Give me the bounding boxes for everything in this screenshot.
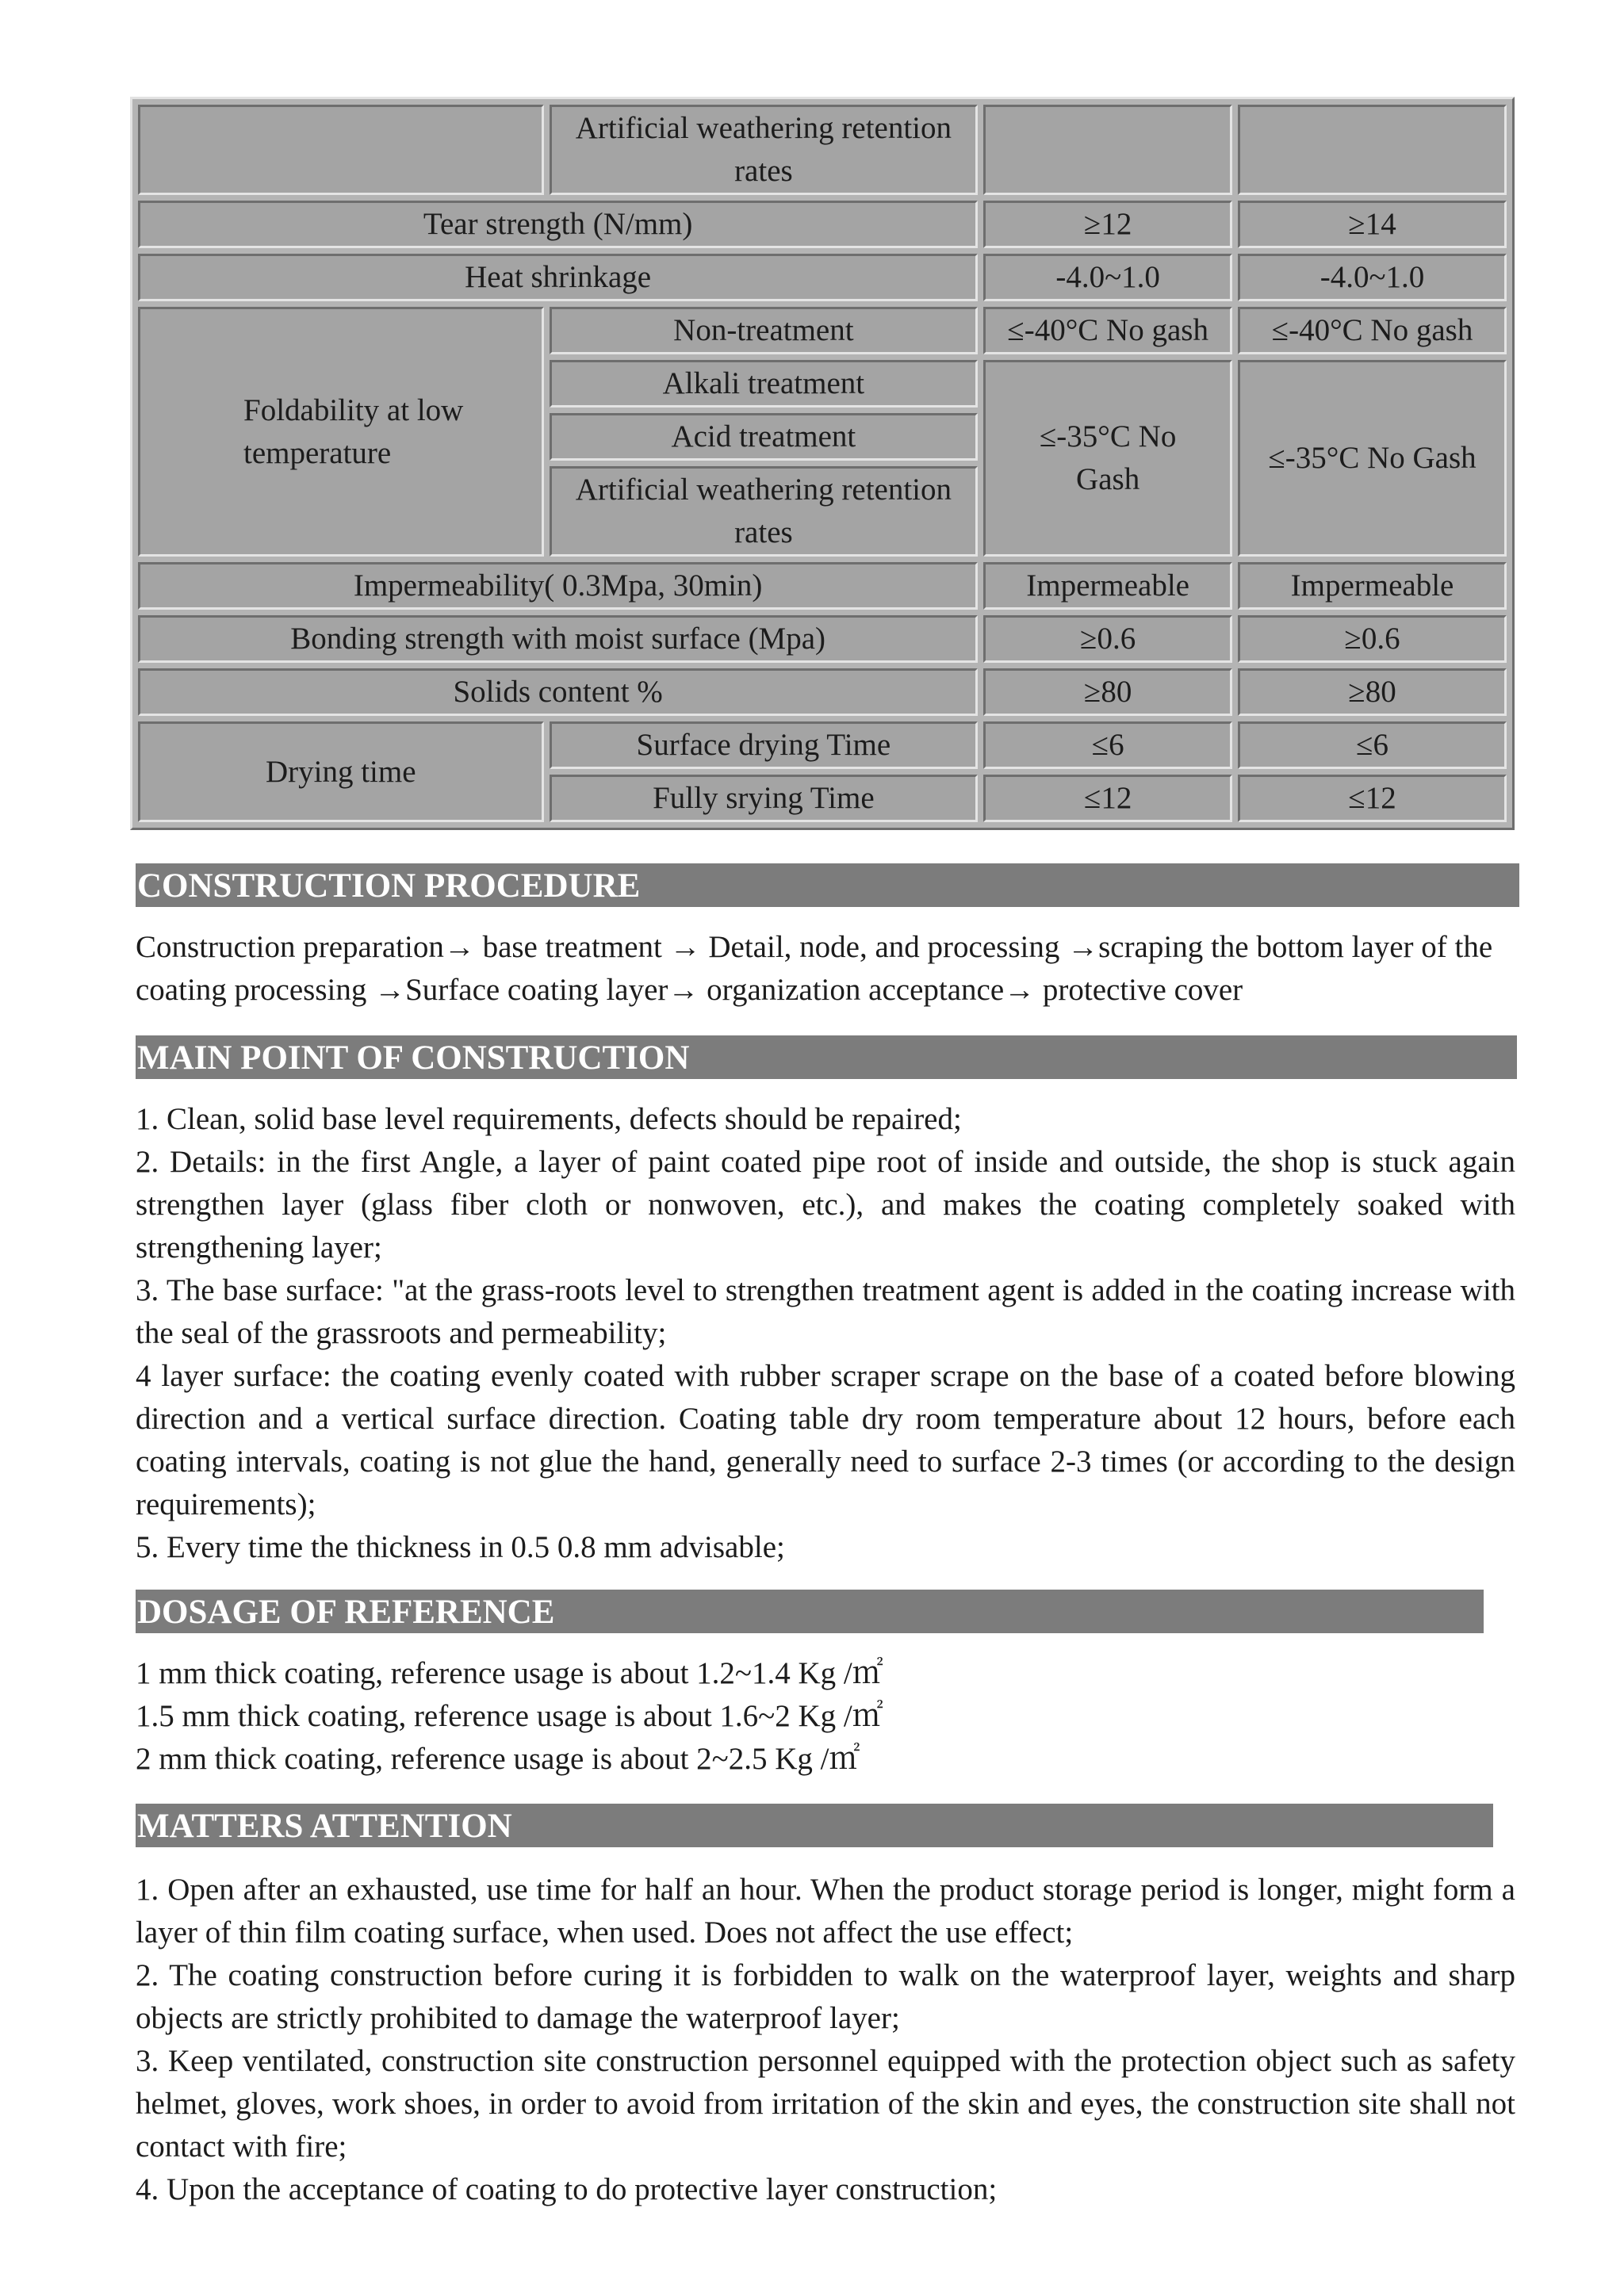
list-item: 1. Clean, solid base level requirements, defects should be repaired; [136,1102,962,1136]
table-cell-merged-value: ≤-35°C No Gash [1238,360,1507,557]
table-cell-drying-label: Drying time [138,721,544,822]
table-cell-empty [138,105,544,195]
table-row [138,615,1507,663]
list-item: 2 mm thick coating, reference usage is about 2~2.5 Kg /㎡ [136,1742,860,1776]
table-cell-value [1238,105,1507,195]
list-item: 1.5 mm thick coating, reference usage is about 1.6~2 Kg /㎡ [136,1699,883,1733]
table-cell-value: ≥80 [983,668,1232,716]
table-cell-fully-drying: Fully srying Time [550,775,979,822]
table-cell-value: ≤-40°C No gash [983,307,1232,354]
table-cell-value: ≥12 [983,201,1232,248]
table-cell-surface-drying: Surface drying Time [550,721,979,769]
table-row [138,721,1507,769]
table-cell-value: -4.0~1.0 [983,254,1232,301]
table-cell-value: ≥14 [1238,201,1507,248]
table-cell-value: ≤6 [983,721,1232,769]
table-cell-value: Impermeable [1238,562,1507,610]
main-point-heading: MAIN POINT OF CONSTRUCTION [136,1035,1517,1079]
table-row [138,105,1507,195]
table-cell-acid-treatment: Acid treatment [550,413,979,461]
list-item: 4. Upon the acceptance of coating to do protective layer construction; [136,2172,998,2206]
list-item: 3. Keep ventilated, construction site construction personnel equipped with the protection object such as safety helmet, gloves, work shoes, in order to avoid from irritation of the skin and eyes, the construction site shall not contact with fire; [136,2044,1515,2164]
table-cell-value: ≤-40°C No gash [1238,307,1507,354]
list-item: 4 layer surface: the coating evenly coated with rubber scraper scrape on the base of a coated before blowing direction and a vertical surface direction. Coating table dry room temperature about 12 hours, before each coating intervals, coating is not glue the hand, generally need to surface 2-3 times (or according to the design requirements); [136,1359,1515,1521]
table-cell-value: ≥0.6 [983,615,1232,663]
list-item: 3. The base surface: "at the grass-roots level to strengthen treatment agent is added in the coating increase with the seal of the grassroots and permeability; [136,1273,1515,1350]
table-row [138,668,1507,716]
list-item: 2. Details: in the first Angle, a layer of paint coated pipe root of inside and outside, the shop is stuck again strengthen layer (glass fiber cloth or nonwoven, etc.), and makes the coating completely soaked with strengthening layer; [136,1145,1515,1265]
main-point-list [136,1098,1515,1569]
table-cell-weathering-label: Artificial weathering retention rates [550,466,979,557]
list-item: 5. Every time the thickness in 0.5 0.8 mm advisable; [136,1530,785,1564]
table-row [138,562,1507,610]
table-cell-value: -4.0~1.0 [1238,254,1507,301]
attention-list [136,1869,1515,2211]
attention-heading: MATTERS ATTENTION [136,1804,1493,1847]
table-cell-merged-value: ≤-35°C No Gash [983,360,1232,557]
table-cell-non-treatment: Non-treatment [550,307,979,354]
table-cell-value: ≥0.6 [1238,615,1507,663]
list-item: 1. Open after an exhausted, use time for half an hour. When the product storage period is longer, might form a layer of thin film coating surface, when used. Does not affect the use effect; [136,1873,1515,1950]
table-cell-solids-label: Solids content % [138,668,978,716]
dosage-list [136,1652,1515,1781]
table-cell-impermeability-label: Impermeability( 0.3Mpa, 30min) [138,562,978,610]
table-cell-value: Impermeable [983,562,1232,610]
table-row [138,307,1507,354]
table-cell-value: ≤12 [983,775,1232,822]
table-row [138,254,1507,301]
table-cell-alkali-treatment: Alkali treatment [550,360,979,408]
table-cell-weathering-label: Artificial weathering retention rates [550,105,979,195]
table-cell-value [983,105,1232,195]
dosage-heading: DOSAGE OF REFERENCE [136,1590,1484,1633]
paragraph: Construction preparation→ base treatment → Detail, node, and processing →scraping the bottom layer of the coating processing →Surface coating layer→ organization acceptance→ protective cover [136,930,1493,1007]
table-cell-value: ≤12 [1238,775,1507,822]
list-item: 1 mm thick coating, reference usage is about 1.2~1.4 Kg /㎡ [136,1656,883,1690]
table-cell-tear-label: Tear strength (N/mm) [138,201,978,248]
table-row [138,201,1507,248]
spec-table [130,97,1515,830]
construction-procedure-heading: CONSTRUCTION PROCEDURE [136,863,1519,907]
table-cell-bonding-label: Bonding strength with moist surface (Mpa) [138,615,978,663]
list-item: 2. The coating construction before curing it is forbidden to walk on the waterproof layer, weights and sharp objects are strictly prohibited to damage the waterproof layer; [136,1958,1515,2035]
construction-procedure-text [136,926,1500,1012]
table-cell-heat-label: Heat shrinkage [138,254,978,301]
table-cell-value: ≥80 [1238,668,1507,716]
table-cell-value: ≤6 [1238,721,1507,769]
table-cell-foldability-label: Foldability at low temperature [138,307,544,557]
